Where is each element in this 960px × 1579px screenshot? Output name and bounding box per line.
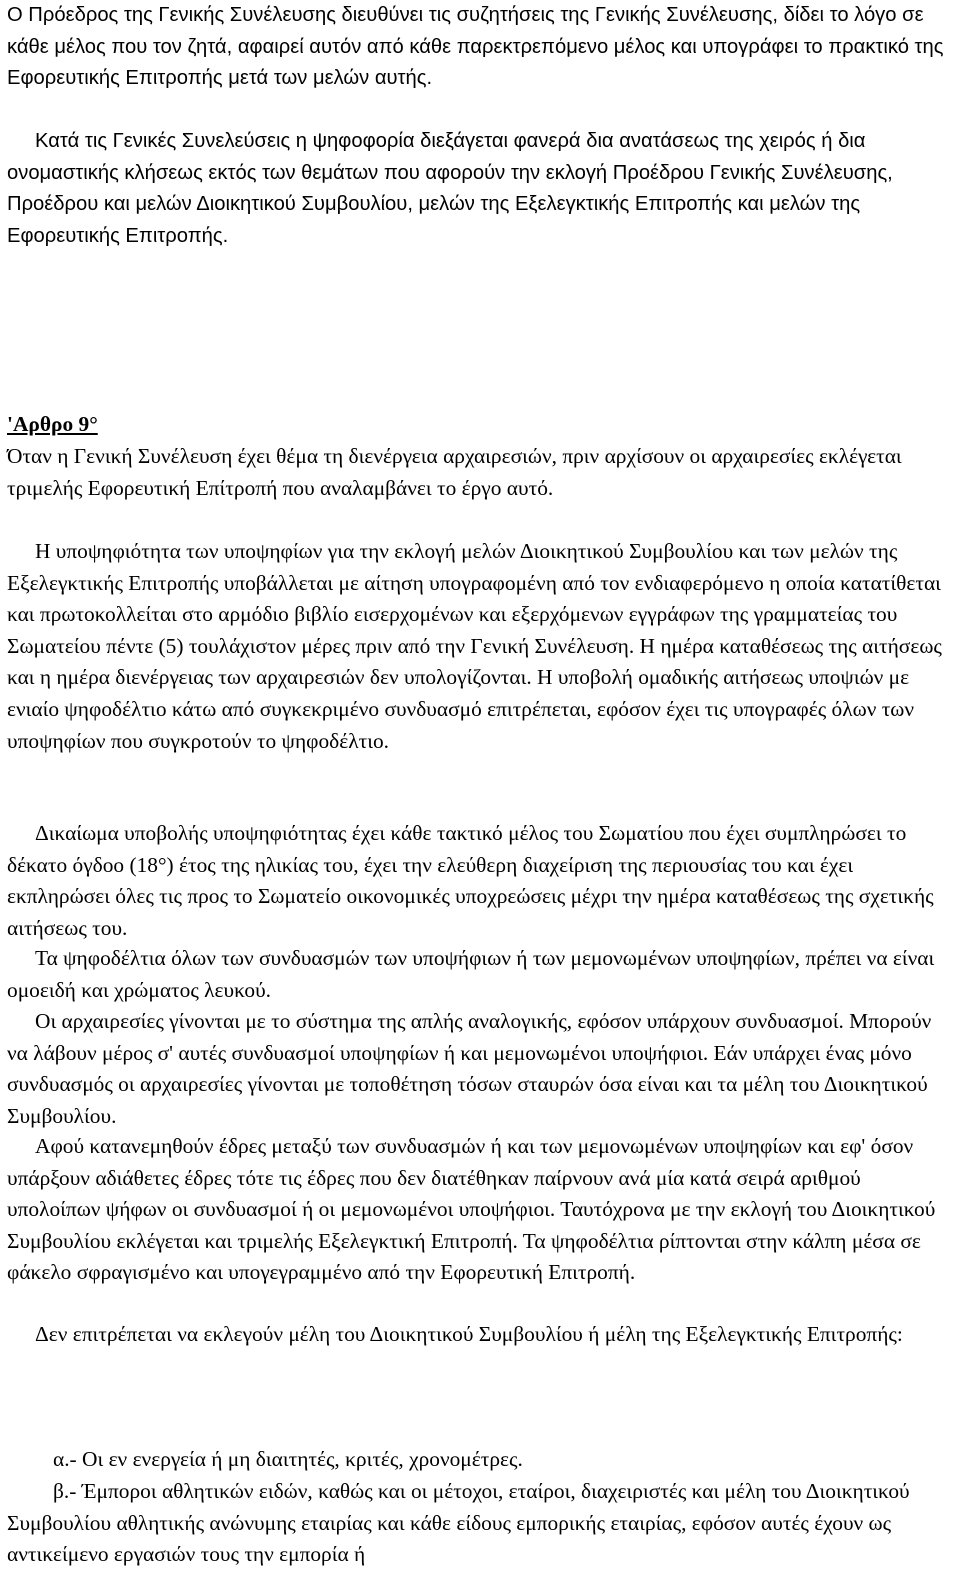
article-paragraph-ballots: Τα ψηφοδέλτια όλων των συνδυασμών των υποψήφιων ή των μεμονωμένων υποψηφίων, πρέπει να είναι ομοειδή και χρώματος λευκού. [7,946,935,1002]
article-paragraph-eligibility: Δικαίωμα υποβολής υποψηφιότητας έχει κάθε τακτικό μέλος του Σωματίου που έχει συμπληρώσει το δέκατο όγδοο (18°) έτος της ηλικίας του, έχει την ελεύθερη διαχείριση της περιουσίας του και έχει εκπληρώσει όλες τις προς το Σωματείο οικονομικές υποχρεώσεις μέχρι την ημέρα καταθέσεως της σχετικής αιτήσεως του. [7,821,934,940]
article-paragraph-proportional: Οι αρχαιρεσίες γίνονται με το σύστημα της απλής αναλογικής, εφόσον υπάρχουν συνδυασμοί. Μπορούν να λάβουν μέρος σ' αυτές συνδυασμοί υποψηφίων ή και μεμονωμένοι υποψήφιοι. Εάν υπάρχει ένας μόνο συνδυασμός οι αρχαιρεσίες γίνονται με τοποθέτηση τόσων σταυρών όσα είναι και τα μέλη του Διοικητικού Συμβουλίου. [7,1009,932,1128]
voting-paragraph: Κατά τις Γενικές Συνελεύσεις η ψηφοφορία διεξάγεται φανερά δια ανατάσεως της χειρός ή δια ονομαστικής κλήσεως εκτός των θεμάτων που αφορούν την εκλογή Προέδρου Γενικής Συνέλευσης, Προέδρου και μελών Διοικητικού Συμβουλίου, μελών της Εξελεγκτικής Επιτροπής και μελών της Εφορευτικής Επιτροπής. [7,130,893,247]
article-paragraph-elections: Όταν η Γενική Συνέλευση έχει θέμα τη διενέργεια αρχαιρεσιών, πριν αρχίσουν οι αρχαιρεσίες εκλέγεται τριμελής Εφορευτική Επίτροπή που αναλαμβάνει το έργο αυτό. [7,444,902,500]
article-paragraph-seats: Αφού κατανεμηθούν έδρες μεταξύ των συνδυασμών ή και των μεμονωμένων υποψηφίων και εφ' όσον υπάρξουν αδιάθετες έδρες τότε τις έδρες που δεν διατέθηκαν παίρνουν ανά μία κατά σειρά αριθμού υπολοίπων ψήφων οι συνδυασμοί ή οι μεμονωμένοι υποψήφιοι. Ταυτόχρονα με την εκλογή του Διοικητικού Συμβουλίου εκλέγεται και τριμελής Εξελεγκτική Επιτροπή. Τα ψηφοδέλτια ρίπτονται στην κάλπη μέσα σε φάκελο σφραγισμένο και υπογεγραμμένο από την Εφορευτική Επιτροπή. [7,1134,936,1285]
list-item-merchants: β.- Έμποροι αθλητικών ειδών, καθώς και οι μέτοχοι, εταίροι, διαχειριστές και μέλη του Διοικητικού Συμβουλίου αθλητικής ανώνυμης εταιρίας και κάθε είδους εμπορικής εταιρίας, εφόσον αυτές έχουν ως αντικείμενο εργασιών τους την εμπορία ή [7,1479,910,1567]
article-heading: 'Αρθρο 9° [7,412,98,436]
article-paragraph-candidacy: Η υποψηφιότητα των υποψηφίων για την εκλογή μελών Διοικητικού Συμβουλίου και των μελών της Εξελεγκτικής Επιτροπής υποβάλλεται με αίτηση υπογραφομένη από τον ενδιαφερόμενο η οποία κατατίθεται και πρωτοκολλείται στο αρμόδιο βιβλίο εισερχομένων και εξερχόμενων εγγράφων της γραμματείας του Σωματείου πέντε (5) τουλάχιστον μέρες πριν από την Γενική Συνέλευση. Η ημέρα καταθέσεως της αιτήσεως και η ημέρα διενέργειας των αρχαιρεσιών δεν υπολογίζονται. Η υποβολή ομαδικής αιτήσεως υποψιών με ενιαίο ψηφοδέλτιο κάτω από συγκεκριμένο συνδυασμό επιτρέπεται, εφόσον έχει τις υπογραφές όλων των υποψηφίων που συγκροτούν το ψηφοδέλτιο. [7,539,942,753]
list-item-referees: α.- Οι εν ενεργεία ή μη διαιτητές, κριτές, χρονομέτρες. [53,1447,523,1471]
article-paragraph-ineligibility: Δεν επιτρέπεται να εκλεγούν μέλη του Διοικητικού Συμβουλίου ή μέλη της Εξελεγκτικής Επιτροπής: [35,1322,903,1346]
intro-paragraph: Ο Πρόεδρος της Γενικής Συνέλευσης διευθύνει τις συζητήσεις της Γενικής Συνέλευσης, δίδει το λόγο σε κάθε μέλος που τον ζητά, αφαιρεί αυτόν από κάθε παρεκτρεπόμενο μέλος και υπογράφει το πρακτικό της Εφορευτικής Επιτροπής μετά των μελών αυτής. [7,4,944,90]
